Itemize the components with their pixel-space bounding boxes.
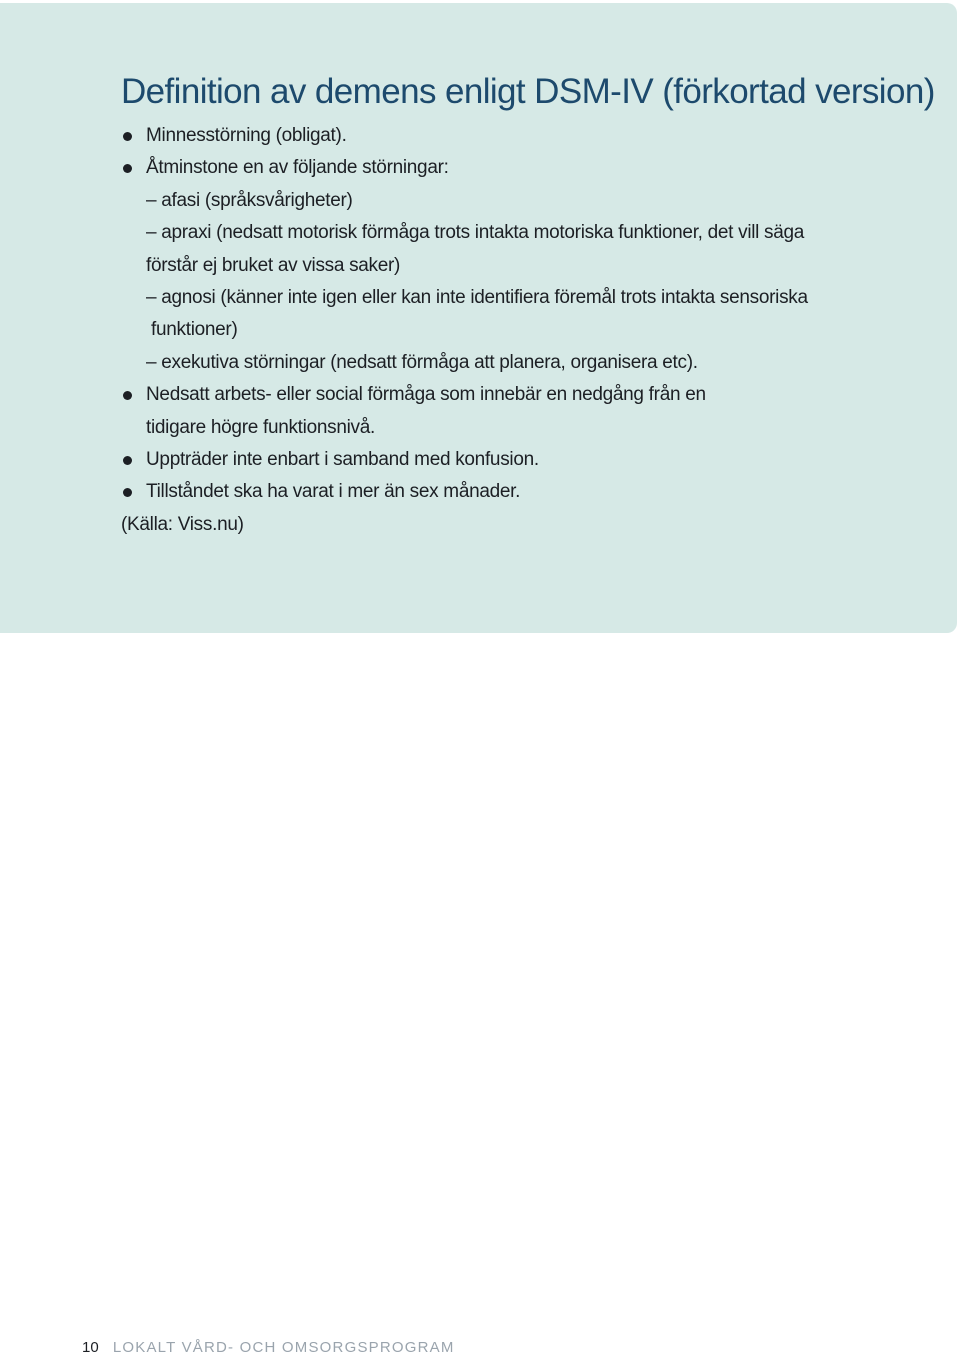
bullet-icon (123, 488, 132, 497)
sub-item-text: – agnosi (känner inte igen eller kan inte identifiera föremål trots intakta sensoriska (146, 287, 808, 309)
sub-item-text: – exekutiva störningar (nedsatt förmåga att planera, organisera etc). (146, 351, 698, 373)
box-title: Definition av demens enligt DSM-IV (förkortad version) (121, 72, 935, 111)
bullet-icon (123, 132, 132, 141)
item-text: Nedsatt arbets- eller social förmåga som innebär en nedgång från en (146, 384, 706, 406)
item-text: Minnesstörning (obligat). (146, 125, 347, 146)
item-text: Åtminstone en av följande störningar: (146, 157, 449, 179)
sub-item-continuation (121, 314, 901, 346)
sub-item-text: förstår ej bruket av vissa saker) (146, 254, 401, 276)
sub-item-continuation (121, 250, 901, 282)
bullet-icon (123, 456, 132, 465)
sub-item (121, 217, 901, 249)
bullet-icon (123, 164, 132, 173)
definition-box (0, 3, 957, 633)
item-text: Uppträder inte enbart i samband med konfusion. (146, 449, 539, 471)
list-item-continuation (121, 412, 901, 444)
list-item (121, 444, 901, 476)
sub-item-text: – afasi (språksvårigheter) (146, 189, 353, 211)
sub-item (121, 282, 901, 314)
source-citation (121, 509, 901, 541)
definition-list (121, 120, 901, 541)
page-number: 10 (82, 1339, 99, 1356)
bullet-icon (123, 391, 132, 400)
item-text: tidigare högre funktionsnivå. (146, 416, 375, 438)
item-text: Tillståndet ska ha varat i mer än sex månader. (146, 481, 521, 503)
sub-item (121, 347, 901, 379)
sub-item-text: – apraxi (nedsatt motorisk förmåga trots intakta motoriska funktioner, det vill säga (146, 222, 805, 244)
sub-item-text: funktioner) (151, 319, 238, 341)
list-item (121, 379, 901, 411)
source-text: (Källa: Viss.nu) (121, 513, 244, 535)
page-footer (82, 1338, 455, 1358)
list-item (121, 152, 901, 184)
list-item (121, 476, 901, 508)
list-item (121, 120, 901, 152)
publication-title: LOKALT VÅRD- OCH OMSORGSPROGRAM (112, 1339, 455, 1356)
sub-item (121, 185, 901, 217)
